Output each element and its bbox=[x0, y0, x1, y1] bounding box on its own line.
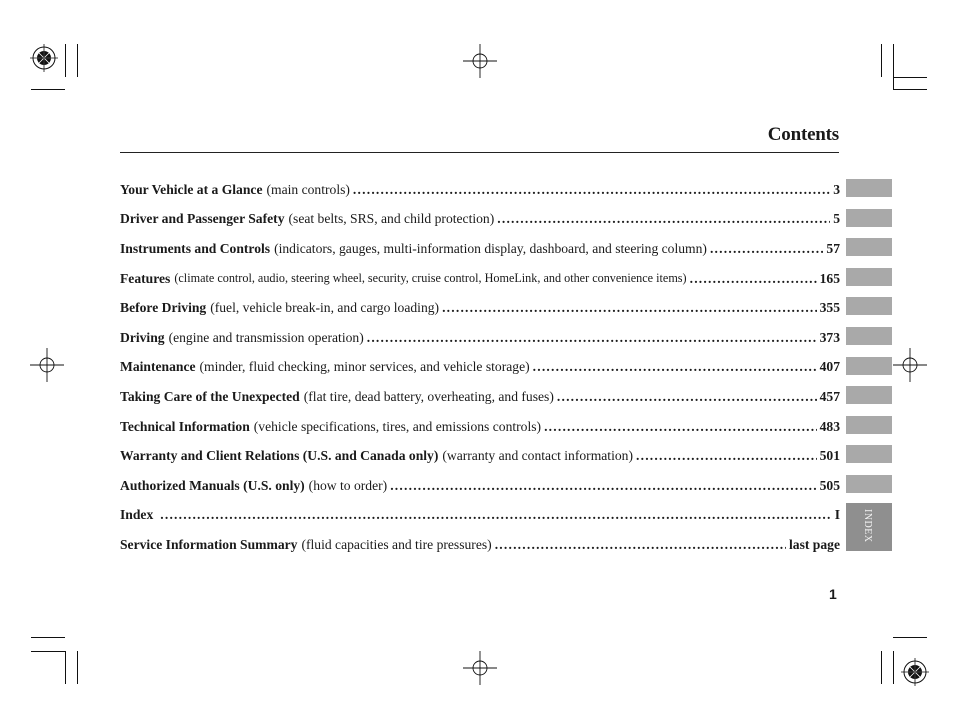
toc-entry[interactable] bbox=[120, 530, 840, 560]
section-tab[interactable] bbox=[846, 268, 892, 286]
toc-entry[interactable] bbox=[120, 205, 840, 235]
toc-entry[interactable] bbox=[120, 412, 840, 442]
toc-entry[interactable] bbox=[120, 293, 840, 323]
dot-leader bbox=[533, 359, 817, 375]
toc-detail: (climate control, audio, steering wheel, security, cruise control, HomeLink, and other convenience items) bbox=[174, 271, 687, 286]
toc-heading: Features bbox=[120, 270, 171, 286]
toc-page: 505 bbox=[819, 477, 840, 493]
title-divider bbox=[120, 152, 839, 153]
section-tab[interactable] bbox=[846, 416, 892, 434]
toc-detail: (indicators, gauges, multi-information display, dashboard, and steering column) bbox=[274, 240, 707, 256]
toc-detail: (flat tire, dead battery, overheating, and fuses) bbox=[303, 388, 554, 404]
dot-leader bbox=[497, 211, 830, 227]
toc-entry[interactable] bbox=[120, 441, 840, 471]
crosshair-icon bbox=[463, 44, 497, 78]
index-tab-label: INDEX bbox=[862, 509, 873, 543]
toc-page: 57 bbox=[826, 240, 840, 256]
dot-leader bbox=[557, 389, 817, 405]
toc-page: I bbox=[834, 507, 840, 523]
toc-heading: Taking Care of the Unexpected bbox=[120, 388, 300, 404]
dot-leader bbox=[710, 241, 823, 257]
dot-leader bbox=[353, 182, 830, 198]
section-tab[interactable] bbox=[846, 209, 892, 227]
registration-target-icon bbox=[30, 44, 58, 72]
registration-target-icon bbox=[901, 658, 929, 686]
dot-leader bbox=[636, 448, 817, 464]
toc-page: 373 bbox=[819, 329, 840, 345]
toc-page: 501 bbox=[819, 448, 840, 464]
crosshair-icon bbox=[463, 651, 497, 685]
toc-heading: Instruments and Controls bbox=[120, 240, 271, 256]
toc-detail: (fuel, vehicle break-in, and cargo loading) bbox=[210, 300, 440, 316]
toc-detail: (main controls) bbox=[266, 181, 350, 197]
section-tab[interactable] bbox=[846, 327, 892, 345]
page-number: 1 bbox=[829, 586, 837, 602]
page-title: Contents bbox=[767, 124, 839, 145]
toc-heading: Index bbox=[120, 507, 154, 523]
toc-heading: Before Driving bbox=[120, 300, 207, 316]
section-tab[interactable] bbox=[846, 357, 892, 375]
toc-entry[interactable] bbox=[120, 175, 840, 205]
toc-entry[interactable] bbox=[120, 234, 840, 264]
toc-heading: Service Information Summary bbox=[120, 536, 298, 552]
toc-heading: Maintenance bbox=[120, 359, 196, 375]
crosshair-icon bbox=[30, 348, 64, 382]
toc-detail: (how to order) bbox=[308, 477, 388, 493]
section-tab[interactable] bbox=[846, 386, 892, 404]
toc-page: 3 bbox=[833, 181, 840, 197]
dot-leader bbox=[690, 271, 817, 287]
toc-heading: Authorized Manuals (U.S. only) bbox=[120, 477, 305, 493]
toc-page: 407 bbox=[819, 359, 840, 375]
toc-detail: (minder, fluid checking, minor services, and vehicle storage) bbox=[199, 359, 530, 375]
toc-detail: (fluid capacities and tire pressures) bbox=[301, 536, 492, 552]
section-tab[interactable] bbox=[846, 297, 892, 315]
toc-heading: Your Vehicle at a Glance bbox=[120, 181, 263, 197]
dot-leader bbox=[160, 507, 831, 523]
toc-page: 457 bbox=[819, 388, 840, 404]
section-tab[interactable] bbox=[846, 445, 892, 463]
toc-page: 165 bbox=[819, 270, 840, 286]
table-of-contents bbox=[120, 175, 840, 560]
toc-heading: Driving bbox=[120, 329, 165, 345]
section-tab[interactable] bbox=[846, 238, 892, 256]
dot-leader bbox=[367, 330, 817, 346]
toc-entry[interactable] bbox=[120, 382, 840, 412]
dot-leader bbox=[544, 419, 817, 435]
toc-detail: (engine and transmission operation) bbox=[168, 329, 364, 345]
toc-page: 5 bbox=[833, 211, 840, 227]
toc-page: 483 bbox=[819, 418, 840, 434]
toc-heading: Technical Information bbox=[120, 418, 250, 434]
dot-leader bbox=[390, 478, 816, 494]
section-tab[interactable] bbox=[846, 179, 892, 197]
dot-leader bbox=[442, 300, 817, 316]
toc-page: last page bbox=[789, 536, 840, 552]
toc-entry[interactable] bbox=[120, 471, 840, 501]
toc-entry[interactable] bbox=[120, 501, 840, 531]
crosshair-icon bbox=[893, 348, 927, 382]
index-tab[interactable] bbox=[846, 503, 892, 551]
toc-page: 355 bbox=[819, 300, 840, 316]
toc-detail: (warranty and contact information) bbox=[442, 448, 633, 464]
toc-heading: Driver and Passenger Safety bbox=[120, 211, 285, 227]
dot-leader bbox=[495, 537, 786, 553]
toc-heading: Warranty and Client Relations (U.S. and Canada only) bbox=[120, 448, 439, 464]
toc-detail: (seat belts, SRS, and child protection) bbox=[288, 211, 495, 227]
toc-detail: (vehicle specifications, tires, and emissions controls) bbox=[253, 418, 542, 434]
toc-entry[interactable] bbox=[120, 264, 840, 294]
toc-entry[interactable] bbox=[120, 353, 840, 383]
section-tab[interactable] bbox=[846, 475, 892, 493]
toc-entry[interactable] bbox=[120, 323, 840, 353]
